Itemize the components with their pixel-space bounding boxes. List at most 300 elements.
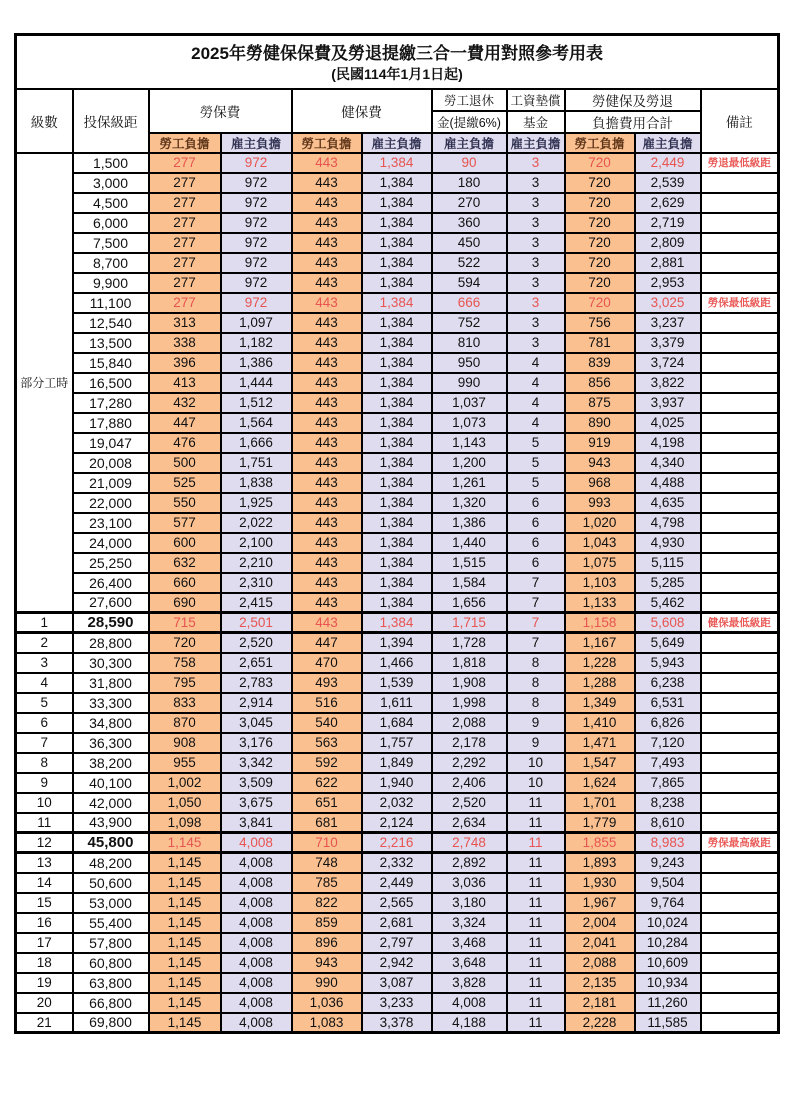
remark-cell	[701, 873, 779, 893]
health-ins-employee-cell: 516	[292, 693, 362, 713]
table-row	[16, 853, 779, 873]
level-cell: 8	[16, 753, 73, 773]
health-ins-employee-cell: 681	[292, 813, 362, 833]
col-header-wage-fund-line2: 基金	[507, 111, 565, 133]
col-header-bracket: 投保級距	[73, 89, 149, 153]
bracket-cell: 22,000	[73, 493, 149, 513]
level-cell: 19	[16, 973, 73, 993]
table-row	[16, 553, 779, 573]
wage-fund-employer-cell: 11	[507, 893, 565, 913]
table-row	[16, 313, 779, 333]
labor-ins-employee-cell: 795	[149, 673, 221, 693]
pension-employer-cell: 1,656	[432, 593, 507, 613]
pension-employer-cell: 1,320	[432, 493, 507, 513]
wage-fund-employer-cell: 4	[507, 393, 565, 413]
table-row	[16, 973, 779, 993]
labor-ins-employer-cell: 972	[221, 293, 292, 313]
bracket-cell: 43,900	[73, 813, 149, 833]
wage-fund-employer-cell: 6	[507, 513, 565, 533]
labor-ins-employee-cell: 660	[149, 573, 221, 593]
level-cell: 14	[16, 873, 73, 893]
health-ins-employer-cell: 1,384	[362, 513, 432, 533]
total-employee-cell: 1,228	[565, 653, 635, 673]
wage-fund-employer-cell: 3	[507, 213, 565, 233]
pension-employer-cell: 950	[432, 353, 507, 373]
health-ins-employer-cell: 1,384	[362, 553, 432, 573]
total-employee-cell: 856	[565, 373, 635, 393]
labor-ins-employee-cell: 690	[149, 593, 221, 613]
wage-fund-employer-cell: 3	[507, 193, 565, 213]
remark-cell	[701, 713, 779, 733]
pension-employer-cell: 1,073	[432, 413, 507, 433]
col-header-total-line1: 勞健保及勞退	[565, 89, 701, 111]
wage-fund-employer-cell: 3	[507, 233, 565, 253]
labor-ins-employer-cell: 2,501	[221, 613, 292, 633]
labor-ins-employer-cell: 3,675	[221, 793, 292, 813]
pension-employer-cell: 1,818	[432, 653, 507, 673]
remark-cell	[701, 813, 779, 833]
health-ins-employee-cell: 493	[292, 673, 362, 693]
wage-fund-employer-cell: 4	[507, 353, 565, 373]
table-row	[16, 453, 779, 473]
labor-ins-employee-cell: 577	[149, 513, 221, 533]
wage-fund-employer-cell: 10	[507, 753, 565, 773]
total-employee-cell: 1,779	[565, 813, 635, 833]
labor-ins-employee-cell: 550	[149, 493, 221, 513]
table-row	[16, 593, 779, 613]
table-row	[16, 673, 779, 693]
labor-ins-employee-cell: 525	[149, 473, 221, 493]
table-row	[16, 513, 779, 533]
health-ins-employee-cell: 443	[292, 453, 362, 473]
page-title: 2025年勞健保保費及勞退提繳三合一費用對照參考用表	[191, 44, 603, 64]
health-ins-employee-cell: 443	[292, 393, 362, 413]
labor-ins-employee-cell: 715	[149, 613, 221, 633]
remark-cell	[701, 333, 779, 353]
table-row	[16, 733, 779, 753]
pension-employer-cell: 1,200	[432, 453, 507, 473]
health-ins-employee-cell: 443	[292, 593, 362, 613]
total-employer-cell: 5,608	[635, 613, 701, 633]
pension-employer-cell: 594	[432, 273, 507, 293]
table-row	[16, 533, 779, 553]
bracket-cell: 50,600	[73, 873, 149, 893]
total-employee-cell: 2,228	[565, 1013, 635, 1033]
pension-employer-cell: 1,998	[432, 693, 507, 713]
bracket-cell: 28,800	[73, 633, 149, 653]
total-employer-cell: 4,798	[635, 513, 701, 533]
subheader-labor-employer: 雇主負擔	[221, 133, 292, 153]
subheader-health-employee: 勞工負擔	[292, 133, 362, 153]
remark-cell	[701, 673, 779, 693]
table-row	[16, 393, 779, 413]
labor-ins-employee-cell: 600	[149, 533, 221, 553]
health-ins-employee-cell: 651	[292, 793, 362, 813]
labor-ins-employee-cell: 313	[149, 313, 221, 333]
header-row-1	[16, 89, 779, 111]
table-row	[16, 193, 779, 213]
wage-fund-employer-cell: 11	[507, 813, 565, 833]
health-ins-employer-cell: 1,849	[362, 753, 432, 773]
health-ins-employer-cell: 1,384	[362, 453, 432, 473]
bracket-cell: 27,600	[73, 593, 149, 613]
remark-cell	[701, 433, 779, 453]
remark-cell	[701, 653, 779, 673]
labor-ins-employee-cell: 1,002	[149, 773, 221, 793]
wage-fund-employer-cell: 6	[507, 533, 565, 553]
pension-employer-cell: 1,037	[432, 393, 507, 413]
labor-ins-employee-cell: 955	[149, 753, 221, 773]
labor-ins-employer-cell: 2,914	[221, 693, 292, 713]
bracket-cell: 8,700	[73, 253, 149, 273]
bracket-cell: 19,047	[73, 433, 149, 453]
total-employee-cell: 919	[565, 433, 635, 453]
health-ins-employer-cell: 3,087	[362, 973, 432, 993]
bracket-cell: 48,200	[73, 853, 149, 873]
health-ins-employer-cell: 2,942	[362, 953, 432, 973]
labor-ins-employer-cell: 2,310	[221, 573, 292, 593]
labor-ins-employer-cell: 4,008	[221, 953, 292, 973]
labor-ins-employer-cell: 3,841	[221, 813, 292, 833]
wage-fund-employer-cell: 3	[507, 293, 565, 313]
bracket-cell: 16,500	[73, 373, 149, 393]
title-cell	[16, 35, 779, 89]
health-ins-employer-cell: 2,681	[362, 913, 432, 933]
health-ins-employer-cell: 1,384	[362, 573, 432, 593]
col-header-total-line2: 負擔費用合計	[565, 111, 701, 133]
health-ins-employee-cell: 443	[292, 533, 362, 553]
labor-ins-employee-cell: 1,145	[149, 893, 221, 913]
pension-employer-cell: 3,036	[432, 873, 507, 893]
labor-ins-employer-cell: 4,008	[221, 833, 292, 853]
total-employee-cell: 720	[565, 273, 635, 293]
table-row	[16, 433, 779, 453]
labor-ins-employer-cell: 4,008	[221, 913, 292, 933]
health-ins-employer-cell: 1,384	[362, 393, 432, 413]
total-employee-cell: 839	[565, 353, 635, 373]
remark-cell	[701, 893, 779, 913]
health-ins-employer-cell: 1,384	[362, 173, 432, 193]
total-employer-cell: 3,724	[635, 353, 701, 373]
total-employer-cell: 5,462	[635, 593, 701, 613]
wage-fund-employer-cell: 9	[507, 713, 565, 733]
total-employee-cell: 1,133	[565, 593, 635, 613]
labor-ins-employee-cell: 476	[149, 433, 221, 453]
labor-ins-employee-cell: 338	[149, 333, 221, 353]
health-ins-employee-cell: 443	[292, 333, 362, 353]
total-employer-cell: 2,629	[635, 193, 701, 213]
pension-employer-cell: 1,728	[432, 633, 507, 653]
labor-ins-employer-cell: 1,444	[221, 373, 292, 393]
remark-cell	[701, 373, 779, 393]
wage-fund-employer-cell: 11	[507, 973, 565, 993]
table-row	[16, 153, 779, 173]
labor-ins-employee-cell: 1,145	[149, 933, 221, 953]
bracket-cell: 69,800	[73, 1013, 149, 1033]
total-employee-cell: 1,075	[565, 553, 635, 573]
labor-ins-employer-cell: 972	[221, 253, 292, 273]
total-employer-cell: 9,243	[635, 853, 701, 873]
table-row	[16, 813, 779, 833]
total-employer-cell: 3,237	[635, 313, 701, 333]
health-ins-employee-cell: 443	[292, 233, 362, 253]
bracket-cell: 40,100	[73, 773, 149, 793]
labor-ins-employee-cell: 447	[149, 413, 221, 433]
total-employee-cell: 720	[565, 193, 635, 213]
pension-employer-cell: 2,634	[432, 813, 507, 833]
health-ins-employer-cell: 2,449	[362, 873, 432, 893]
labor-ins-employer-cell: 3,176	[221, 733, 292, 753]
health-ins-employer-cell: 1,384	[362, 373, 432, 393]
table-row	[16, 833, 779, 853]
level-cell: 15	[16, 893, 73, 913]
wage-fund-employer-cell: 9	[507, 733, 565, 753]
health-ins-employer-cell: 3,233	[362, 993, 432, 1013]
labor-ins-employer-cell: 2,651	[221, 653, 292, 673]
remark-cell	[701, 573, 779, 593]
bracket-cell: 30,300	[73, 653, 149, 673]
remark-cell	[701, 513, 779, 533]
labor-ins-employer-cell: 4,008	[221, 933, 292, 953]
level-cell: 10	[16, 793, 73, 813]
labor-ins-employee-cell: 870	[149, 713, 221, 733]
labor-ins-employer-cell: 4,008	[221, 973, 292, 993]
pension-employer-cell: 2,520	[432, 793, 507, 813]
total-employee-cell: 2,181	[565, 993, 635, 1013]
health-ins-employer-cell: 1,384	[362, 233, 432, 253]
pension-employer-cell: 2,892	[432, 853, 507, 873]
pension-employer-cell: 1,261	[432, 473, 507, 493]
total-employer-cell: 3,937	[635, 393, 701, 413]
bracket-cell: 12,540	[73, 313, 149, 333]
health-ins-employer-cell: 1,466	[362, 653, 432, 673]
bracket-cell: 24,000	[73, 533, 149, 553]
health-ins-employer-cell: 1,384	[362, 593, 432, 613]
health-ins-employee-cell: 943	[292, 953, 362, 973]
remark-cell	[701, 753, 779, 773]
bracket-cell: 53,000	[73, 893, 149, 913]
level-cell: 7	[16, 733, 73, 753]
health-ins-employer-cell: 1,384	[362, 273, 432, 293]
labor-ins-employer-cell: 972	[221, 193, 292, 213]
level-cell: 13	[16, 853, 73, 873]
pension-employer-cell: 90	[432, 153, 507, 173]
labor-ins-employer-cell: 1,564	[221, 413, 292, 433]
total-employer-cell: 8,983	[635, 833, 701, 853]
total-employer-cell: 4,930	[635, 533, 701, 553]
labor-ins-employee-cell: 277	[149, 173, 221, 193]
labor-ins-employee-cell: 720	[149, 633, 221, 653]
remark-cell	[701, 533, 779, 553]
bracket-cell: 25,250	[73, 553, 149, 573]
total-employee-cell: 720	[565, 253, 635, 273]
table-row	[16, 273, 779, 293]
bracket-cell: 21,009	[73, 473, 149, 493]
table-row	[16, 953, 779, 973]
health-ins-employee-cell: 1,083	[292, 1013, 362, 1033]
labor-ins-employer-cell: 3,509	[221, 773, 292, 793]
wage-fund-employer-cell: 3	[507, 333, 565, 353]
level-cell: 12	[16, 833, 73, 853]
labor-ins-employee-cell: 1,145	[149, 953, 221, 973]
remark-cell	[701, 733, 779, 753]
total-employer-cell: 4,025	[635, 413, 701, 433]
total-employer-cell: 6,531	[635, 693, 701, 713]
total-employee-cell: 1,855	[565, 833, 635, 853]
table-row	[16, 293, 779, 313]
remark-cell: 健保最低級距	[701, 613, 779, 633]
health-ins-employer-cell: 2,124	[362, 813, 432, 833]
pension-employer-cell: 2,178	[432, 733, 507, 753]
remark-cell	[701, 593, 779, 613]
health-ins-employer-cell: 1,684	[362, 713, 432, 733]
health-ins-employee-cell: 443	[292, 153, 362, 173]
total-employee-cell: 1,158	[565, 613, 635, 633]
total-employer-cell: 8,610	[635, 813, 701, 833]
total-employer-cell: 9,504	[635, 873, 701, 893]
pension-employer-cell: 990	[432, 373, 507, 393]
labor-ins-employee-cell: 277	[149, 233, 221, 253]
health-ins-employer-cell: 1,384	[362, 213, 432, 233]
labor-ins-employee-cell: 277	[149, 273, 221, 293]
bracket-cell: 9,900	[73, 273, 149, 293]
wage-fund-employer-cell: 11	[507, 833, 565, 853]
table-row	[16, 653, 779, 673]
total-employer-cell: 2,449	[635, 153, 701, 173]
bracket-cell: 36,300	[73, 733, 149, 753]
health-ins-employee-cell: 443	[292, 613, 362, 633]
remark-cell	[701, 353, 779, 373]
health-ins-employer-cell: 1,384	[362, 313, 432, 333]
health-ins-employer-cell: 1,384	[362, 613, 432, 633]
remark-cell	[701, 273, 779, 293]
wage-fund-employer-cell: 11	[507, 933, 565, 953]
total-employer-cell: 3,025	[635, 293, 701, 313]
health-ins-employer-cell: 1,384	[362, 293, 432, 313]
pension-employer-cell: 1,515	[432, 553, 507, 573]
health-ins-employer-cell: 1,384	[362, 333, 432, 353]
remark-cell	[701, 413, 779, 433]
total-employee-cell: 720	[565, 153, 635, 173]
pension-employer-cell: 1,584	[432, 573, 507, 593]
health-ins-employer-cell: 1,611	[362, 693, 432, 713]
pension-employer-cell: 3,828	[432, 973, 507, 993]
table-row	[16, 613, 779, 633]
remark-cell	[701, 1013, 779, 1033]
pension-employer-cell: 666	[432, 293, 507, 313]
page-subtitle: (民國114年1月1日起)	[331, 65, 463, 82]
health-ins-employee-cell: 443	[292, 253, 362, 273]
wage-fund-employer-cell: 11	[507, 853, 565, 873]
table-row	[16, 573, 779, 593]
wage-fund-employer-cell: 5	[507, 433, 565, 453]
bracket-cell: 17,880	[73, 413, 149, 433]
pension-employer-cell: 4,188	[432, 1013, 507, 1033]
total-employee-cell: 720	[565, 293, 635, 313]
health-ins-employee-cell: 1,036	[292, 993, 362, 1013]
level-cell: 6	[16, 713, 73, 733]
total-employer-cell: 10,934	[635, 973, 701, 993]
bracket-cell: 11,100	[73, 293, 149, 313]
total-employer-cell: 5,943	[635, 653, 701, 673]
table-row	[16, 213, 779, 233]
total-employer-cell: 5,285	[635, 573, 701, 593]
total-employee-cell: 1,547	[565, 753, 635, 773]
remark-cell	[701, 633, 779, 653]
wage-fund-employer-cell: 7	[507, 613, 565, 633]
health-ins-employer-cell: 1,384	[362, 493, 432, 513]
total-employer-cell: 3,822	[635, 373, 701, 393]
level-cell: 9	[16, 773, 73, 793]
labor-ins-employer-cell: 4,008	[221, 873, 292, 893]
remark-cell	[701, 253, 779, 273]
labor-ins-employer-cell: 972	[221, 233, 292, 253]
wage-fund-employer-cell: 7	[507, 573, 565, 593]
wage-fund-employer-cell: 11	[507, 953, 565, 973]
bracket-cell: 42,000	[73, 793, 149, 813]
pension-employer-cell: 1,386	[432, 513, 507, 533]
health-ins-employer-cell: 2,216	[362, 833, 432, 853]
bracket-cell: 4,500	[73, 193, 149, 213]
remark-cell	[701, 773, 779, 793]
health-ins-employer-cell: 1,394	[362, 633, 432, 653]
labor-ins-employer-cell: 2,520	[221, 633, 292, 653]
bracket-cell: 31,800	[73, 673, 149, 693]
table-body	[16, 153, 779, 1033]
labor-ins-employer-cell: 972	[221, 213, 292, 233]
bracket-cell: 57,800	[73, 933, 149, 953]
wage-fund-employer-cell: 3	[507, 153, 565, 173]
labor-ins-employer-cell: 2,210	[221, 553, 292, 573]
bracket-cell: 45,800	[73, 833, 149, 853]
pension-employer-cell: 810	[432, 333, 507, 353]
bracket-cell: 7,500	[73, 233, 149, 253]
health-ins-employer-cell: 2,797	[362, 933, 432, 953]
total-employee-cell: 1,103	[565, 573, 635, 593]
total-employee-cell: 720	[565, 173, 635, 193]
labor-ins-employee-cell: 500	[149, 453, 221, 473]
health-ins-employer-cell: 1,940	[362, 773, 432, 793]
total-employee-cell: 2,088	[565, 953, 635, 973]
level-cell: 21	[16, 1013, 73, 1033]
remark-cell	[701, 953, 779, 973]
wage-fund-employer-cell: 11	[507, 913, 565, 933]
total-employer-cell: 11,260	[635, 993, 701, 1013]
labor-ins-employer-cell: 972	[221, 153, 292, 173]
health-ins-employer-cell: 2,565	[362, 893, 432, 913]
pension-employer-cell: 2,292	[432, 753, 507, 773]
total-employee-cell: 1,167	[565, 633, 635, 653]
subheader-total-employer: 雇主負擔	[635, 133, 701, 153]
pension-employer-cell: 360	[432, 213, 507, 233]
health-ins-employee-cell: 443	[292, 173, 362, 193]
health-ins-employer-cell: 2,032	[362, 793, 432, 813]
pension-employer-cell: 1,143	[432, 433, 507, 453]
health-ins-employee-cell: 443	[292, 473, 362, 493]
pension-employer-cell: 3,324	[432, 913, 507, 933]
total-employee-cell: 968	[565, 473, 635, 493]
total-employee-cell: 890	[565, 413, 635, 433]
level-cell: 11	[16, 813, 73, 833]
labor-ins-employee-cell: 632	[149, 553, 221, 573]
pension-employer-cell: 2,406	[432, 773, 507, 793]
health-ins-employee-cell: 748	[292, 853, 362, 873]
level-cell: 18	[16, 953, 73, 973]
remark-cell	[701, 793, 779, 813]
pension-employer-cell: 3,648	[432, 953, 507, 973]
wage-fund-employer-cell: 11	[507, 1013, 565, 1033]
labor-ins-employer-cell: 1,512	[221, 393, 292, 413]
